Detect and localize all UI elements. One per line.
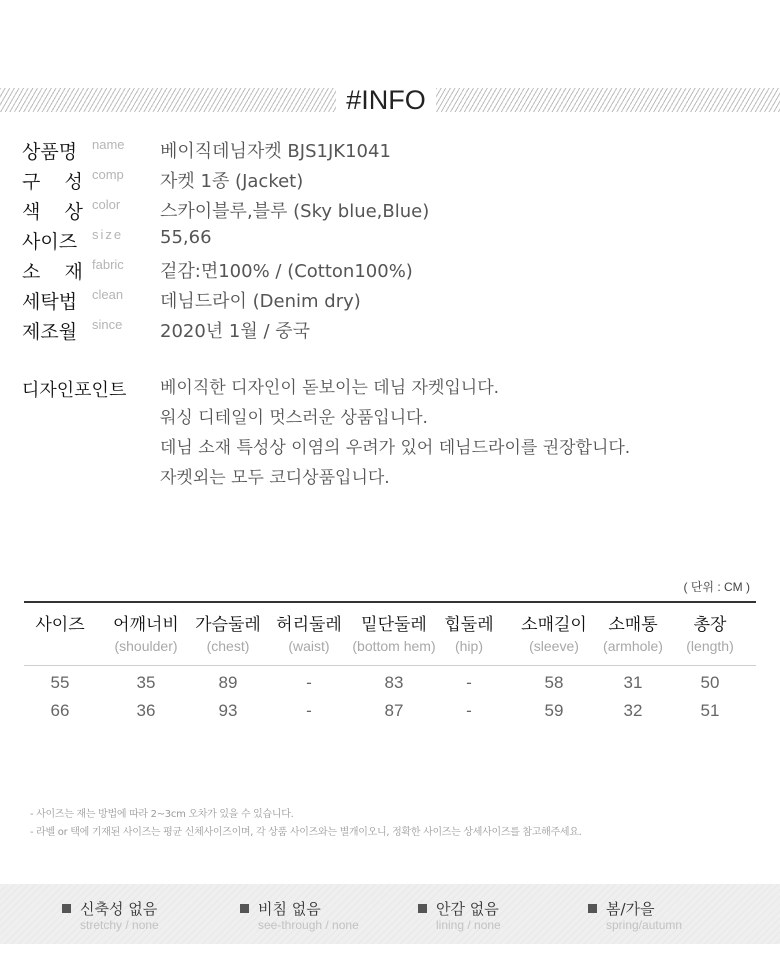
spec-label: 제조월	[22, 321, 78, 343]
table-cell: -	[466, 673, 472, 692]
column-header-en: (shoulder)	[114, 638, 178, 654]
table-cell: -	[306, 673, 312, 692]
spec-value: 55,66	[160, 227, 212, 248]
spec-en-label: name	[92, 137, 125, 152]
design-point-line: 베이직한 디자인이 돋보이는 데님 자켓입니다.	[160, 378, 500, 398]
spec-en-label: comp	[92, 167, 124, 182]
square-bullet-icon	[62, 904, 71, 913]
column-header: 어깨너비	[113, 615, 179, 635]
table-cell: 89	[218, 673, 238, 692]
design-point-line: 자켓외는 모두 코디상품입니다.	[160, 468, 390, 488]
spec-en-label: clean	[92, 287, 124, 302]
table-cell: 31	[623, 673, 643, 692]
square-bullet-icon	[418, 904, 427, 913]
column-header: 밑단둘레	[361, 615, 427, 635]
feature-label: 봄/가을	[606, 900, 655, 918]
size-notes	[30, 806, 581, 842]
feature-label: 안감 없음	[436, 900, 499, 918]
table-cell: 55	[50, 673, 70, 692]
spec-row-name	[22, 137, 391, 167]
spec-label: 상품명	[22, 141, 78, 163]
table-cell: -	[306, 701, 312, 720]
column-header: 허리둘레	[276, 615, 342, 635]
size-column	[10, 601, 110, 731]
table-cell: 50	[700, 673, 720, 692]
column-header: 소매통	[608, 615, 658, 635]
design-point-line: 데님 소재 특성상 이염의 우려가 있어 데님드라이를 권장합니다.	[160, 438, 631, 458]
feature-bar	[0, 884, 780, 944]
table-cell: 83	[384, 673, 404, 692]
spec-value: 스카이블루,블루 (Sky blue,Blue)	[160, 201, 430, 222]
column-header: 힙둘레	[444, 615, 494, 635]
design-point-text	[160, 376, 760, 496]
spec-label: 세탁법	[22, 291, 78, 313]
design-point-label: 디자인포인트	[22, 380, 127, 401]
info-header	[0, 85, 780, 115]
column-header-en: (waist)	[288, 638, 330, 654]
column-header-en: (bottom hem)	[352, 638, 436, 654]
info-title: #INFO	[346, 85, 426, 115]
spec-value: 겉감:면100% / (Cotton100%)	[160, 261, 413, 282]
table-cell: -	[466, 701, 472, 720]
spec-value: 2020년 1월 / 중국	[160, 321, 311, 342]
spec-value: 자켓 1종 (Jacket)	[160, 171, 304, 192]
feature-sub-label: spring/autumn	[606, 918, 683, 932]
spec-value: 베이직데님자켓 BJS1JK1041	[160, 141, 391, 162]
feature-label: 신축성 없음	[80, 900, 158, 918]
column-header: 가슴둘레	[195, 615, 261, 635]
column-header-en: (chest)	[206, 638, 250, 654]
column-header-en: (hip)	[454, 638, 483, 654]
table-cell: 66	[50, 701, 70, 720]
note-line: - 사이즈는 재는 방법에 따라 2~3cm 오차가 있을 수 있습니다.	[30, 809, 294, 820]
spec-en-label: size	[92, 227, 124, 242]
column-header-en: (armhole)	[603, 638, 663, 654]
spec-row-clean	[22, 287, 361, 317]
square-bullet-icon	[240, 904, 249, 913]
feature-sub-label: stretchy / none	[80, 918, 159, 932]
hatch-pattern-left	[0, 88, 336, 112]
spec-row-comp	[22, 167, 304, 197]
square-bullet-icon	[588, 904, 597, 913]
spec-value: 데님드라이 (Denim dry)	[160, 291, 361, 312]
table-cell: 87	[384, 701, 404, 720]
spec-label: 사이즈	[22, 231, 78, 253]
note-line: - 라벨 or 택에 기재된 사이즈는 평균 신체사이즈이며, 각 상품 사이즈와는 별개이오니, 정확한 사이즈는 상세사이즈를 참고해주세요.	[30, 827, 582, 838]
size-column	[660, 601, 760, 731]
spec-label: 색 상	[22, 201, 83, 223]
hatch-pattern-right	[436, 88, 780, 112]
spec-row-since	[22, 317, 311, 347]
table-cell: 51	[700, 701, 720, 720]
spec-en-label: color	[92, 197, 121, 212]
table-cell: 32	[623, 701, 643, 720]
spec-row-size	[22, 227, 212, 257]
table-cell: 59	[544, 701, 564, 720]
spec-row-color	[22, 197, 430, 227]
column-header-en: (length)	[686, 638, 734, 654]
feature-label: 비침 없음	[258, 900, 321, 918]
spec-label: 소 재	[22, 261, 83, 283]
column-header: 소매길이	[521, 615, 587, 635]
table-cell: 93	[218, 701, 238, 720]
size-unit-label: ( 단위 : CM )	[683, 580, 750, 594]
column-header: 총장	[693, 615, 727, 635]
table-cell: 36	[136, 701, 156, 720]
table-cell: 58	[544, 673, 564, 692]
product-spec-list	[22, 137, 430, 347]
feature-sub-label: see-through / none	[258, 918, 359, 932]
spec-row-fabric	[22, 257, 413, 287]
design-point-line: 워싱 디테일이 멋스러운 상품입니다.	[160, 408, 428, 428]
feature-sub-label: lining / none	[436, 918, 501, 932]
column-header: 사이즈	[35, 615, 85, 635]
spec-label: 구 성	[22, 171, 83, 193]
table-cell: 35	[136, 673, 156, 692]
spec-en-label: since	[92, 317, 123, 332]
column-header-en: (sleeve)	[529, 638, 579, 654]
spec-en-label: fabric	[92, 257, 124, 272]
